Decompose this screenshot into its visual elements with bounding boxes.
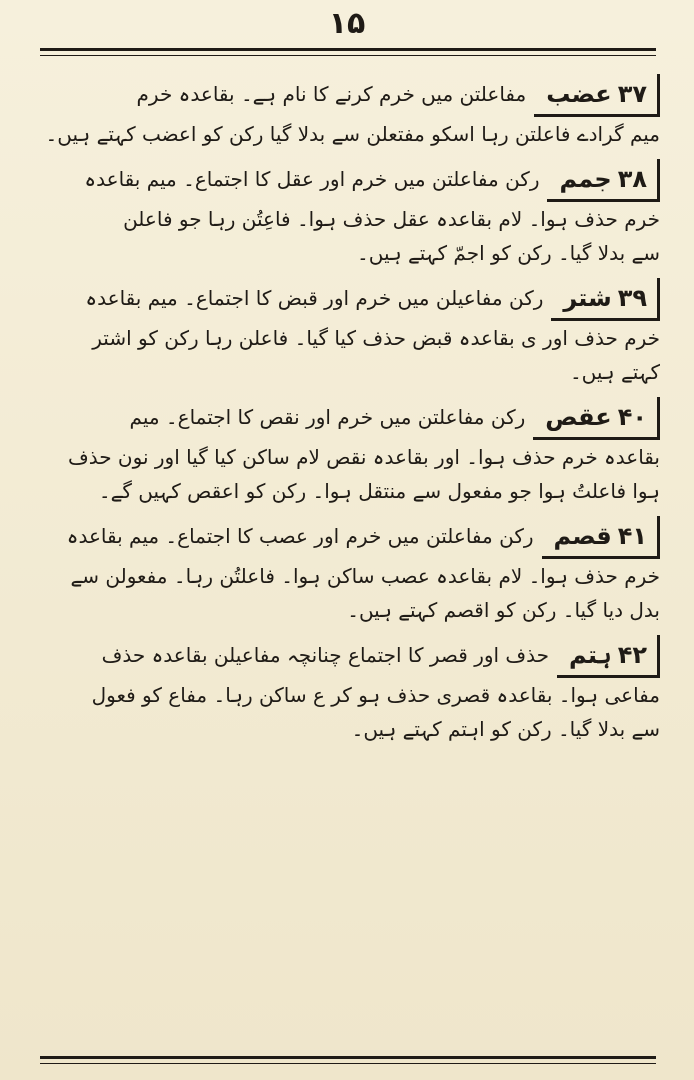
entry-line: بقاعدہ خرم حذف ہوا۔ اور بقاعدہ نقص لام ساکن کیا گیا اور نون حذف	[67, 445, 660, 469]
entry-39	[38, 278, 660, 389]
entry-number: ۳۷	[617, 80, 647, 108]
entry-line: سے بدلا گیا۔ رکن کو اجمّ کہتے ہیں۔	[357, 241, 660, 265]
entry-number: ۴۲	[617, 641, 647, 669]
entry-line: میم گرادے فاعلتن رہا اسکو مفتعلن سے بدلا گیا رکن کو اعضب کہتے ہیں۔	[45, 122, 660, 146]
bottom-double-rule	[40, 1056, 656, 1064]
entry-line: بدل دیا گیا۔ رکن کو اقصم کہتے ہیں۔	[347, 598, 660, 622]
entry-head	[38, 159, 660, 202]
entry-head	[38, 74, 660, 117]
entry-term: عقص	[545, 403, 612, 431]
entry-head	[38, 516, 660, 559]
entry-term: جمم	[559, 165, 612, 193]
entry-line: خرم حذف ہوا۔ لام بقاعدہ عقل حذف ہوا۔ فاعِتُن رہا جو فاعلن	[123, 207, 660, 231]
entry-head	[38, 635, 660, 678]
term-box	[557, 635, 660, 678]
top-double-rule	[40, 48, 656, 56]
entry-number: ۴۱	[617, 522, 647, 550]
entry-number: ۳۹	[617, 284, 647, 312]
entry-line: خرم حذف اور ی بقاعدہ قبض حذف کیا گیا۔ فاعلن رہا رکن کو اشتر	[92, 326, 660, 350]
entry-head	[38, 278, 660, 321]
entry-41	[38, 516, 660, 627]
entry-term: قصم	[553, 522, 612, 550]
entry-term: شتر	[563, 284, 612, 312]
entry-40	[38, 397, 660, 508]
entry-head-text: رکن مفاعلتن میں خرم اور عصب کا اجتماع۔ میم بقاعدہ	[66, 524, 534, 548]
entry-line: خرم حذف ہوا۔ لام بقاعدہ عصب ساکن ہوا۔ فاعلتُن رہا۔ مفعولن سے	[70, 564, 660, 588]
page-content	[38, 74, 660, 754]
entry-head	[38, 397, 660, 440]
entry-number: ۴۰	[617, 403, 647, 431]
entry-head-text: مفاعلتن میں خرم کرنے کا نام ہے۔ بقاعدہ خرم	[136, 82, 527, 106]
entry-term: ہتم	[569, 641, 612, 669]
entry-37	[38, 74, 660, 151]
entry-38	[38, 159, 660, 270]
entry-head-text: رکن مفاعلتن میں خرم اور نقص کا اجتماع۔ میم	[129, 405, 526, 429]
term-box	[533, 397, 660, 440]
term-box	[542, 516, 660, 559]
entry-number: ۳۸	[617, 165, 647, 193]
entry-head-text: رکن مفاعیلن میں خرم اور قبض کا اجتماع۔ میم بقاعدہ	[85, 286, 544, 310]
entry-42	[38, 635, 660, 746]
entry-line: مفاعی ہوا۔ بقاعدہ قصری حذف ہو کر ع ساکن رہا۔ مفاع کو فعول	[91, 683, 660, 707]
term-box	[534, 74, 660, 117]
term-box	[547, 159, 660, 202]
entry-head-text: رکن مفاعلتن میں خرم اور عقل کا اجتماع۔ میم بقاعدہ	[84, 167, 540, 191]
entry-line: ہوا فاعلتُ ہوا جو مفعول سے منتقل ہوا۔ رکن کو اعقص کہیں گے۔	[98, 479, 660, 503]
entry-line: کہتے ہیں۔	[569, 360, 660, 384]
page-number: ۱۵	[328, 6, 366, 41]
term-box	[551, 278, 660, 321]
entry-head-text: حذف اور قصر کا اجتماع چنانچہ مفاعیلن بقاعدہ حذف	[101, 643, 550, 667]
entry-term: عضب	[546, 80, 612, 108]
entry-line: سے بدلا گیا۔ رکن کو اہتم کہتے ہیں۔	[351, 717, 660, 741]
